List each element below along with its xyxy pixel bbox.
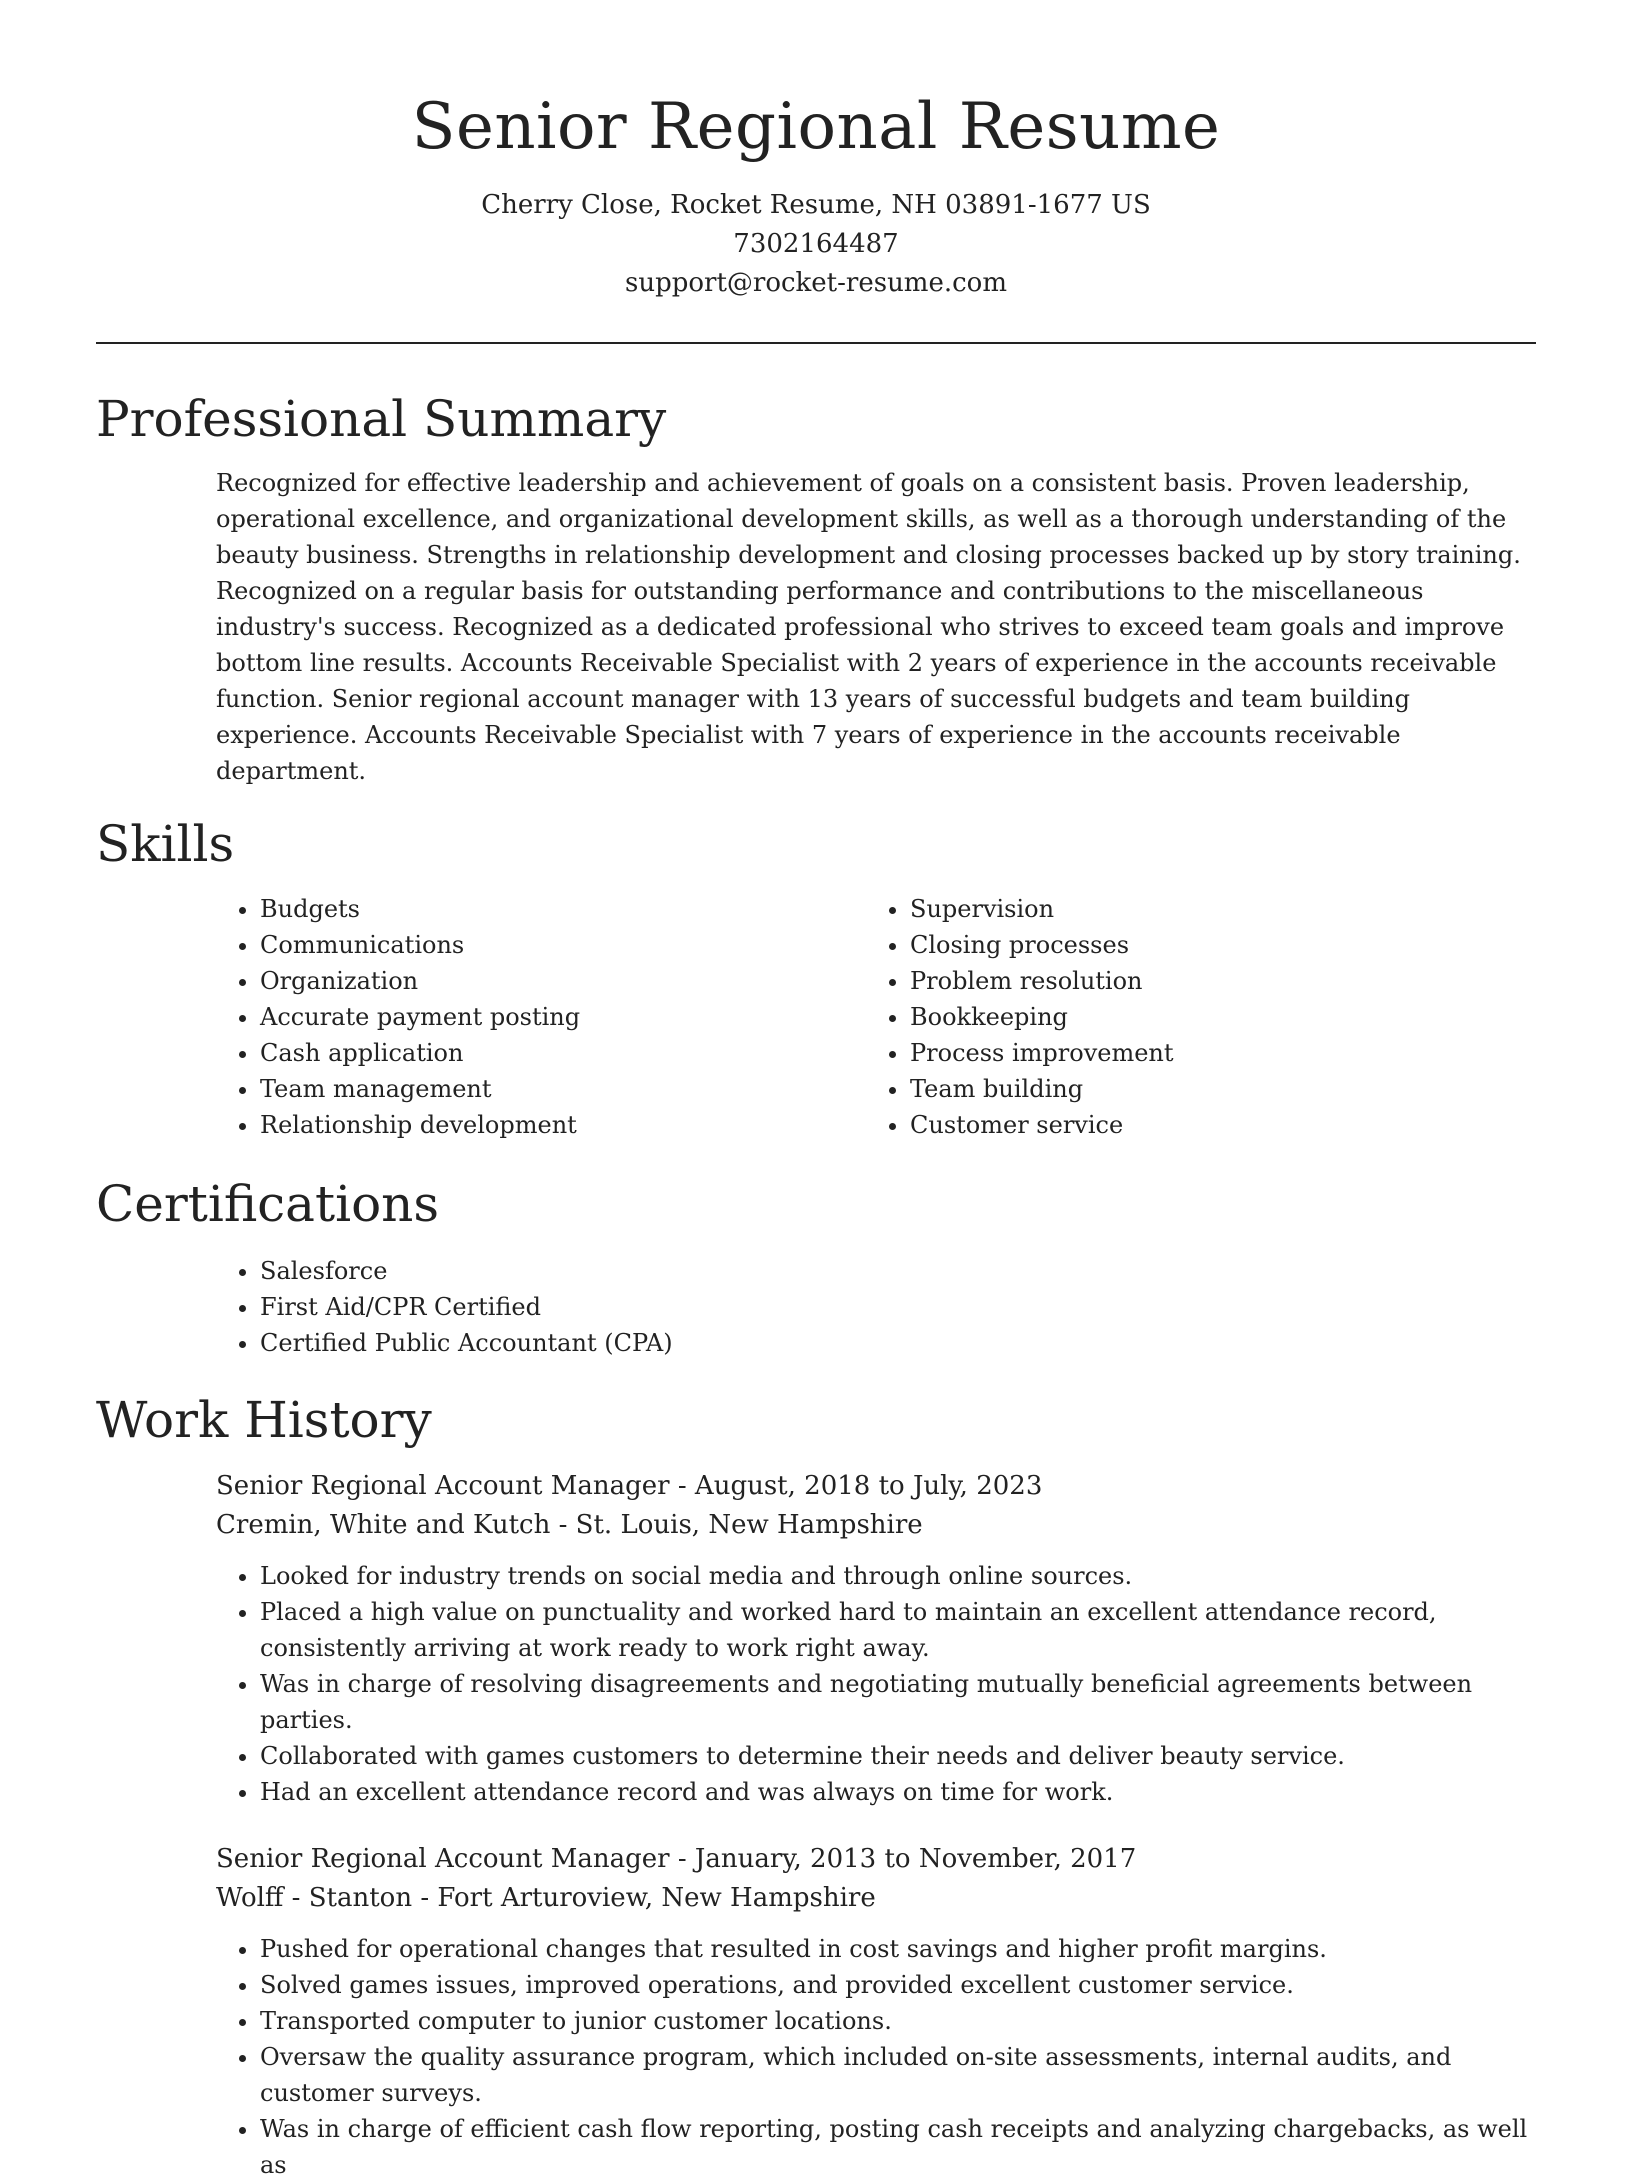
contact-address: Cherry Close, Rocket Resume, NH 03891-1677 US	[481, 190, 1151, 220]
job-location: Fort Arturoview, New Hampshire	[437, 1883, 876, 1913]
skill-item: • Budgets	[260, 891, 746, 927]
job-title-line	[216, 1467, 1536, 1506]
section-title-skills: Skills	[96, 815, 235, 873]
job-bullet: • Placed a high value on punctuality and worked hard to maintain an excellent attendance record, consistently arriving at work ready to work right away.	[260, 1594, 1536, 1666]
job-company: Cremin, White and Kutch	[216, 1510, 551, 1540]
job-bullet: • Was in charge of efficient cash flow reporting, posting cash receipts and analyzing chargebacks, as well as	[260, 2111, 1536, 2183]
job-bullet: • Was in charge of resolving disagreements and negotiating mutually beneficial agreements between parties.	[260, 1666, 1536, 1738]
job-bullet: • Had an excellent attendance record and was always on time for work.	[260, 1774, 1536, 1810]
skill-item: • Problem resolution	[910, 963, 1396, 999]
job-separator: -	[412, 1883, 438, 1913]
section-title-summary: Professional Summary	[96, 390, 667, 448]
job-bullet: • Solved games issues, improved operations, and provided excellent customer service.	[260, 1967, 1536, 2003]
skill-item: • Customer service	[910, 1107, 1396, 1143]
skill-item: • Bookkeeping	[910, 999, 1396, 1035]
job-bullet: • Oversaw the quality assurance program, which included on-site assessments, internal audits, and customer surveys.	[260, 2039, 1536, 2111]
job-title: Senior Regional Account Manager	[216, 1844, 670, 1874]
job-entry	[216, 1467, 1536, 1810]
section-title-work-history: Work History	[96, 1391, 432, 1449]
job-separator: -	[550, 1510, 576, 1540]
certifications-list	[96, 1253, 1536, 1361]
job-company: Wolff - Stanton	[216, 1883, 413, 1913]
section-title-certifications: Certifications	[96, 1175, 440, 1233]
contact-phone: 7302164487	[733, 229, 899, 259]
job-company-line	[216, 1506, 1536, 1545]
job-bullets	[216, 1931, 1536, 2183]
skill-item: • Process improvement	[910, 1035, 1396, 1071]
skill-item: • Cash application	[260, 1035, 746, 1071]
skill-item: • Organization	[260, 963, 746, 999]
job-separator: -	[669, 1471, 695, 1501]
job-bullet: • Transported computer to junior customer locations.	[260, 2003, 1536, 2039]
job-company-line	[216, 1879, 1536, 1918]
skills-columns	[96, 891, 1536, 1143]
job-bullet: • Collaborated with games customers to determine their needs and deliver beauty service.	[260, 1738, 1536, 1774]
skills-list-left	[96, 891, 746, 1143]
job-title: Senior Regional Account Manager	[216, 1471, 670, 1501]
certification-item: • Salesforce	[260, 1253, 1536, 1289]
skill-item: • Team management	[260, 1071, 746, 1107]
resume-title: Senior Regional Resume	[411, 90, 1221, 164]
resume-page	[96, 0, 1536, 2183]
header-divider	[96, 342, 1536, 344]
job-separator: -	[669, 1844, 695, 1874]
skill-item: • Closing processes	[910, 927, 1396, 963]
contact-email: support@rocket-resume.com	[624, 268, 1007, 298]
skill-item: • Accurate payment posting	[260, 999, 746, 1035]
job-bullet: • Looked for industry trends on social media and through online sources.	[260, 1558, 1536, 1594]
certification-item: • Certified Public Accountant (CPA)	[260, 1325, 1536, 1361]
job-dates: January, 2013 to November, 2017	[694, 1844, 1137, 1874]
job-title-line	[216, 1840, 1536, 1879]
job-entry	[216, 1840, 1536, 2183]
skill-item: • Team building	[910, 1071, 1396, 1107]
job-bullets	[216, 1558, 1536, 1810]
contact-block	[96, 186, 1536, 303]
skill-item: • Communications	[260, 927, 746, 963]
certification-item: • First Aid/CPR Certified	[260, 1289, 1536, 1325]
job-location: St. Louis, New Hampshire	[575, 1510, 923, 1540]
job-dates: August, 2018 to July, 2023	[694, 1471, 1043, 1501]
skills-list-right	[746, 891, 1396, 1143]
job-bullet: • Pushed for operational changes that resulted in cost savings and higher profit margins.	[260, 1931, 1536, 1967]
skill-item: • Relationship development	[260, 1107, 746, 1143]
summary-text: Recognized for effective leadership and achievement of goals on a consistent basis. Proven leadership, operational excellence, and organizational development skills, as well as a thorough understanding of the beauty business. Strengths in relationship development and closing processes backed up by story training. Recognized on a regular basis for outstanding performance and contributions to the miscellaneous industry's success. Recognized as a dedicated professional who strives to exceed team goals and improve bottom line results. Accounts Receivable Specialist with 2 years of experience in the accounts receivable function. Senior regional account manager with 13 years of successful budgets and team building experience. Accounts Receivable Specialist with 7 years of experience in the accounts receivable department.	[216, 469, 1521, 785]
skill-item: • Supervision	[910, 891, 1396, 927]
